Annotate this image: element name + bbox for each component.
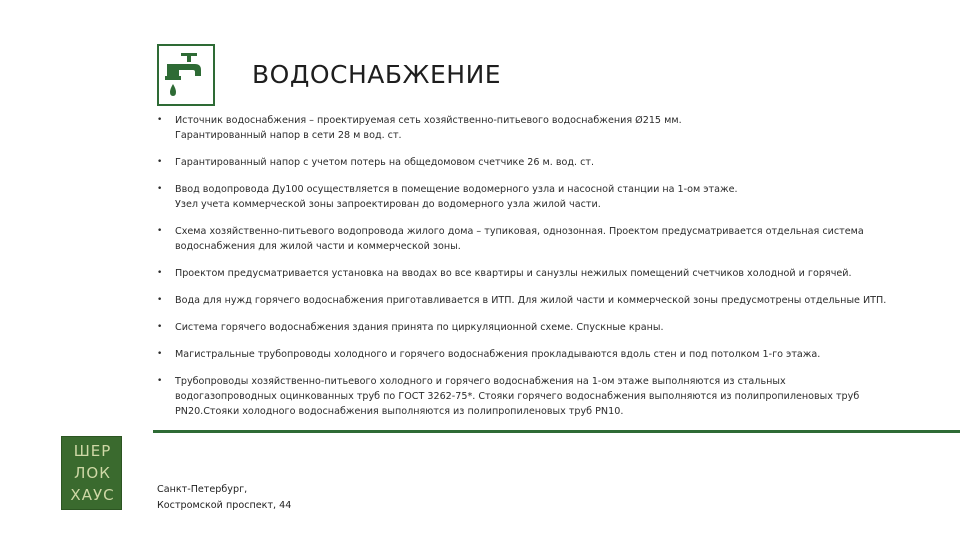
footer-address: [157, 482, 291, 514]
address-city: Санкт-Петербург,: [157, 484, 248, 495]
bullet-text-line: • Схема хозяйственно-питьевого водопровода жилого дома – тупиковая, однозонная. Проектом предусматривается отдельная система: [175, 226, 864, 237]
list-item: [157, 320, 937, 335]
bullet-text-line: • Гарантированный напор с учетом потерь на общедомовом счетчике 26 м. вод. ст.: [175, 157, 595, 168]
bullet-text-line: PN20.Стояки холодного водоснабжения выполняются из полипропиленовых труб PN10.: [175, 406, 624, 417]
water-tap-icon-box: [157, 44, 215, 106]
list-item: [157, 347, 937, 362]
bullet-text-line: водогазопроводных оцинкованных труб по ГОСТ 3262-75*. Стояки горячего водоснабжения выполняются из полипропиленовых труб: [175, 391, 860, 402]
list-item: [157, 224, 937, 254]
list-item: [157, 155, 937, 170]
bullet-text-line: водоснабжения для жилой части и коммерческой зоны.: [175, 241, 461, 252]
footer-divider: [153, 430, 960, 433]
bullet-list: [157, 113, 937, 419]
bullet-text-line: • Магистральные трубопроводы холодного и горячего водоснабжения прокладываются вдоль стен и под потолком 1-го этажа.: [175, 349, 821, 360]
page-title: ВОДОСНАБЖЕНИЕ: [252, 60, 502, 89]
bullet-text-line: Узел учета коммерческой зоны запроектирован до водомерного узла жилой части.: [175, 199, 601, 210]
list-item: [157, 182, 937, 212]
bullet-text-line: • Источник водоснабжения – проектируемая сеть хозяйственно-питьевого водоснабжения Ø215 мм.: [175, 115, 682, 126]
bullet-text-line: • Ввод водопровода Ду100 осуществляется в помещение водомерного узла и насосной станции на 1-ом этаже.: [175, 184, 738, 195]
list-item: [157, 374, 937, 419]
logo-text-row: ЛОК: [74, 464, 111, 482]
water-tap-icon: [159, 46, 213, 104]
company-logo: [61, 436, 122, 510]
bullet-text-line: Гарантированный напор в сети 28 м вод. ст.: [175, 130, 402, 141]
address-street: Костромской проспект, 44: [157, 500, 292, 511]
bullet-text-line: • Система горячего водоснабжения здания принята по циркуляционной схеме. Спускные краны.: [175, 322, 664, 333]
logo-text-row: ШЕР: [73, 442, 112, 460]
bullet-text-line: • Трубопроводы хозяйственно-питьевого холодного и горячего водоснабжения на 1-ом этаже выполняются из стальных: [175, 376, 786, 387]
logo-text-row: ХАУС: [70, 486, 115, 504]
list-item: [157, 266, 937, 281]
list-item: [157, 293, 937, 308]
list-item: [157, 113, 937, 143]
bullet-text-line: • Вода для нужд горячего водоснабжения приготавливается в ИТП. Для жилой части и коммерческой зоны предусмотрены отдельные ИТП.: [175, 295, 887, 306]
bullet-text-line: • Проектом предусматривается установка на вводах во все квартиры и санузлы нежилых помещений счетчиков холодной и горячей.: [175, 268, 852, 279]
